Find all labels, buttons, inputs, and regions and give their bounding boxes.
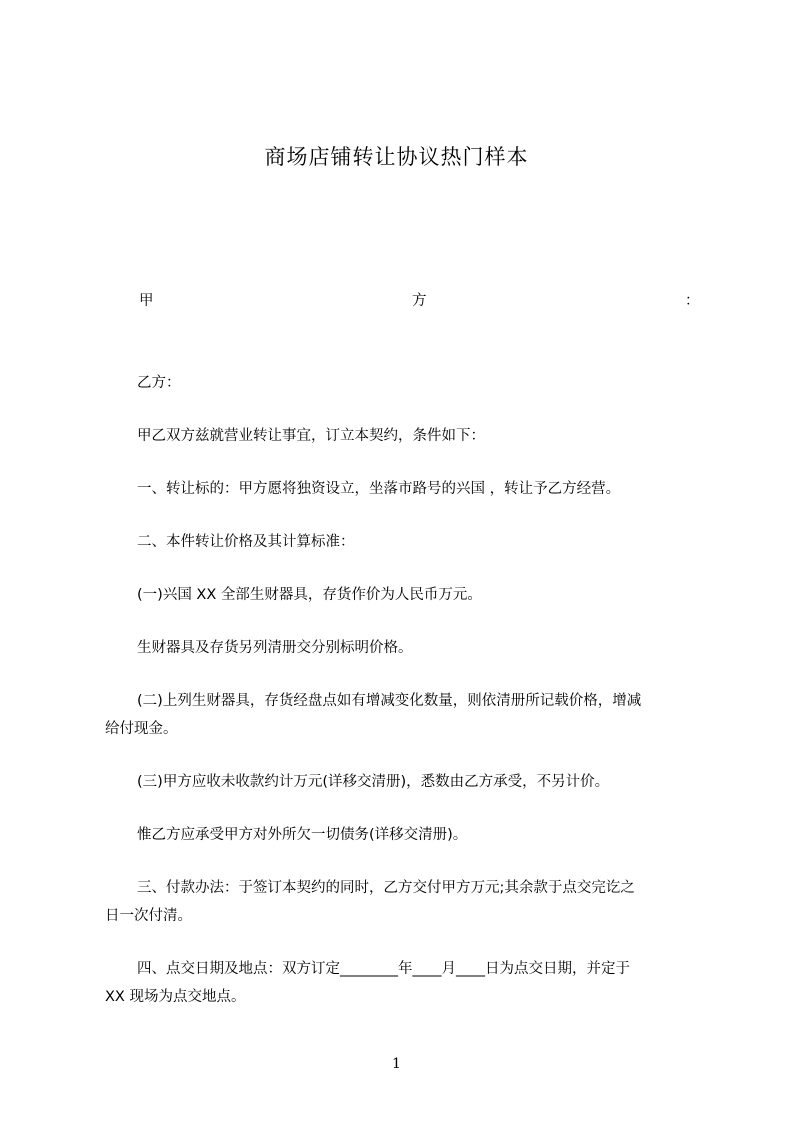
- clause-2-2-line2: 给付现金。: [105, 721, 178, 737]
- clause-2-2-line1: (二)上列生财器具，存货经盘点如有增减变化数量，则依清册所记载价格，增减: [137, 693, 642, 709]
- clause-2-3: (三)甲方应收未收款约计万元(详移交清册)，悉数由乙方承受，不另计价。: [137, 774, 610, 790]
- clause-4-line2: XX 现场为点交地点。: [105, 989, 246, 1005]
- clause-4-line1: 四、点交日期及地点：双方订定________年____月____日为点交日期，并定于: [137, 961, 630, 977]
- clause-2-1-note: 生财器具及存货另列清册交分别标明价格。: [137, 640, 413, 656]
- clause-2-title: 二、本件转让价格及其计算标准：: [137, 534, 355, 550]
- document-title: 商场店铺转让协议热门样本: [264, 145, 529, 169]
- clause-2-4: 惟乙方应承受甲方对外所欠一切债务(详移交清册)。: [137, 827, 468, 843]
- page-number: 1: [392, 1056, 401, 1072]
- clause-3-line1: 三、付款办法：于签订本契约的同时，乙方交付甲方万元;其余款于点交完讫之: [137, 880, 635, 896]
- party-b-line: 乙方：: [137, 375, 181, 391]
- party-a-char2: 方: [412, 293, 427, 309]
- intro-paragraph: 甲乙双方兹就营业转让事宜，订立本契约，条件如下：: [137, 428, 485, 444]
- party-a-colon: ：: [685, 293, 700, 309]
- clause-1: 一、转让标的：甲方愿将独资设立，坐落市路号的兴国 ，转让予乙方经营。: [137, 481, 621, 497]
- clause-3-line2: 日一次付清。: [105, 908, 192, 924]
- party-a-char1: 甲: [139, 293, 154, 309]
- clause-2-1: (一)兴国 XX 全部生财器具，存货作价为人民币万元。: [137, 587, 482, 603]
